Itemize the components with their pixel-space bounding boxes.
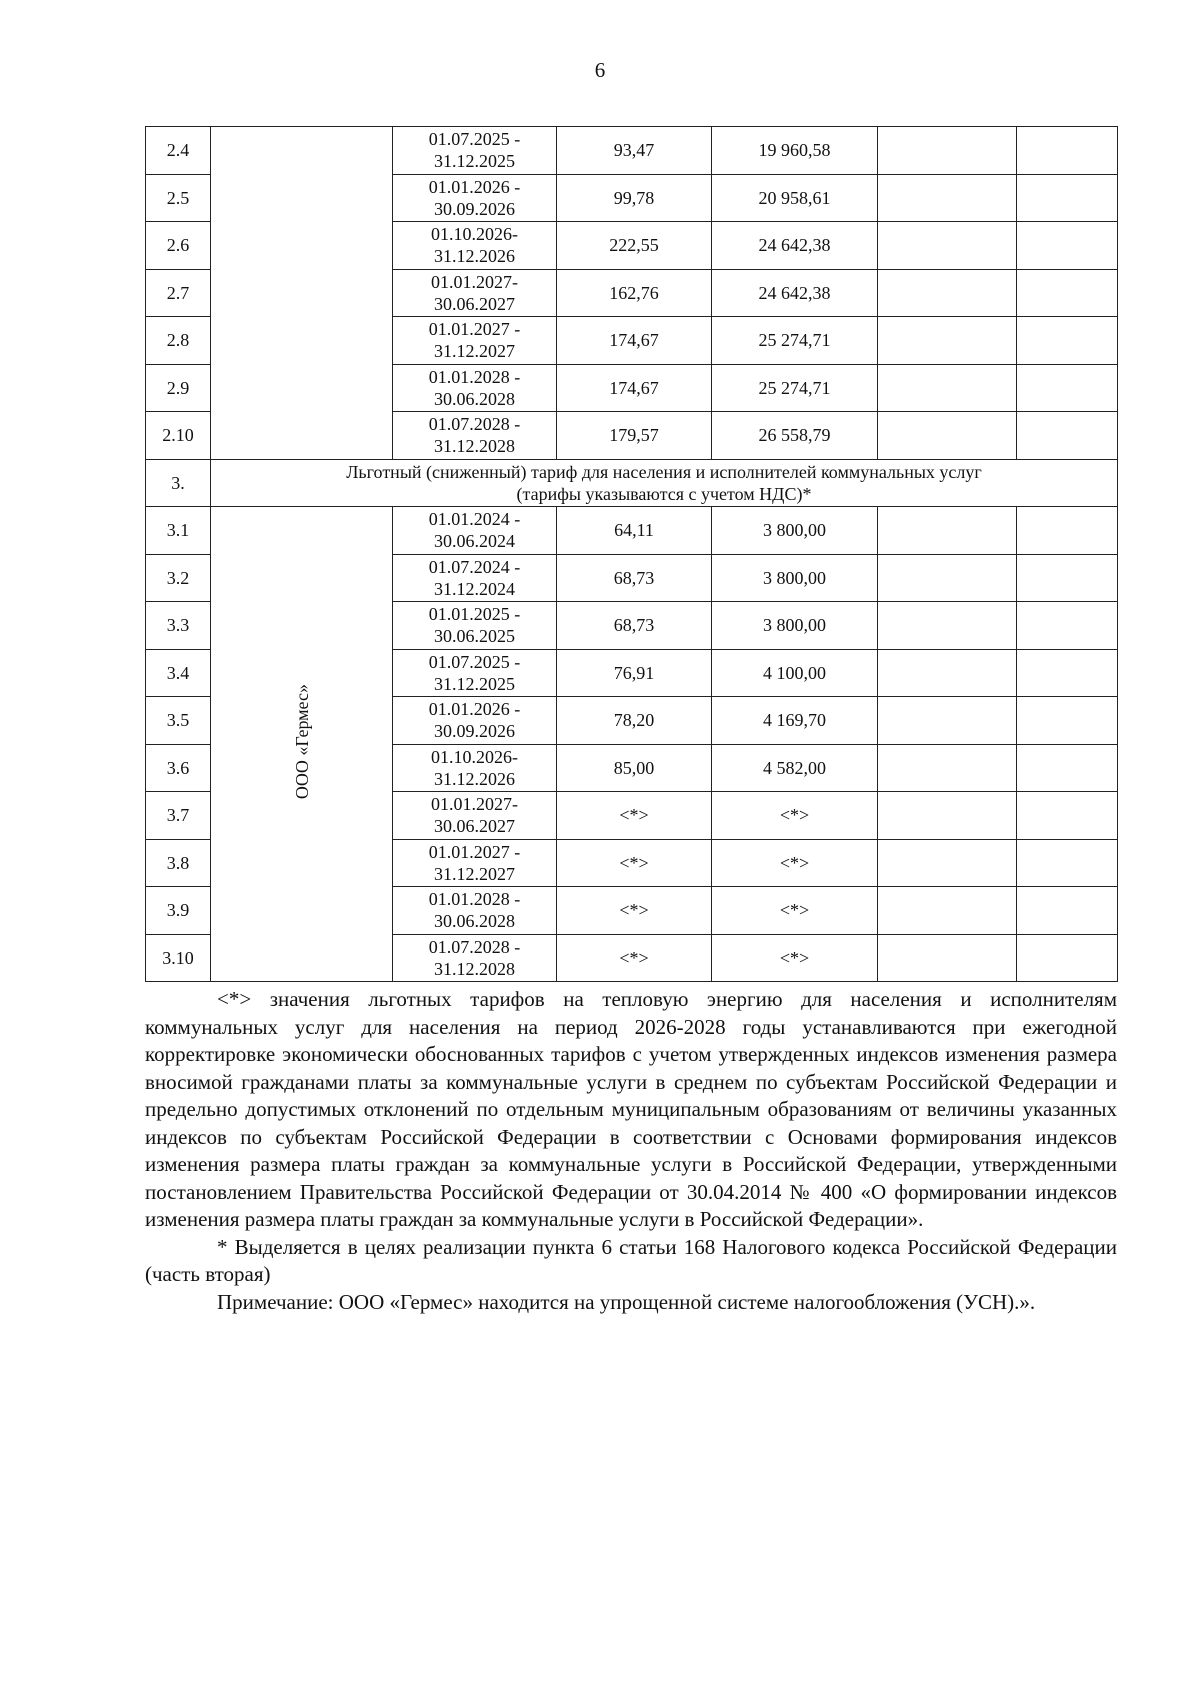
tariff-value-b: <*> <box>712 887 878 935</box>
table-section-header <box>146 459 1118 507</box>
tariff-value-b: <*> <box>712 839 878 887</box>
row-number: 2.8 <box>146 317 211 365</box>
row-number: 2.4 <box>146 127 211 175</box>
period-cell <box>393 887 557 935</box>
section-row <box>146 459 1118 507</box>
row-number: 3.1 <box>146 507 211 555</box>
tariff-value-d <box>1017 174 1118 222</box>
tariff-value-c <box>878 887 1017 935</box>
organization-cell <box>211 507 393 982</box>
tariff-value-c <box>878 174 1017 222</box>
tariff-value-b: 24 642,38 <box>712 269 878 317</box>
period-to: 30.09.2026 <box>434 721 515 742</box>
section-title-line2: (тарифы указываются с учетом НДС)* <box>516 483 812 504</box>
tariff-value-b: 3 800,00 <box>712 602 878 650</box>
period-from: 01.07.2025 - <box>428 651 521 672</box>
tariff-value-d <box>1017 507 1118 555</box>
period-cell <box>393 649 557 697</box>
row-number: 3.10 <box>146 934 211 982</box>
period-cell <box>393 697 557 745</box>
row-number: 3.4 <box>146 649 211 697</box>
tariff-value-a: 174,67 <box>557 317 712 365</box>
period-to: 31.12.2027 <box>434 863 515 884</box>
tariff-value-c <box>878 412 1017 460</box>
tariff-value-d <box>1017 744 1118 792</box>
tariff-value-a: 174,67 <box>557 364 712 412</box>
organization-name: ООО «Гермес» <box>291 683 312 800</box>
tariff-value-c <box>878 127 1017 175</box>
tariff-value-c <box>878 364 1017 412</box>
period-from: 01.10.2026- <box>431 224 518 245</box>
vat-note: * Выделяется в целях реализации пункта 6 статьи 168 Налогового кодекса Российской Федерации (часть вторая) <box>145 1234 1117 1286</box>
tariff-value-a: 162,76 <box>557 269 712 317</box>
tariff-value-b: 4 169,70 <box>712 697 878 745</box>
tariff-value-a: 179,57 <box>557 412 712 460</box>
period-from: 01.07.2028 - <box>428 936 521 957</box>
tariff-value-d <box>1017 839 1118 887</box>
remark: Примечание: ООО «Гермес» находится на упрощенной системе налогообложения (УСН).». <box>217 1289 1036 1314</box>
table-row <box>146 507 1118 555</box>
period-from: 01.10.2026- <box>431 746 518 767</box>
period-to: 31.12.2024 <box>434 578 515 599</box>
period-cell <box>393 174 557 222</box>
tariff-table <box>145 126 1118 982</box>
tariff-value-a: 85,00 <box>557 744 712 792</box>
period-to: 31.12.2026 <box>434 246 515 267</box>
asterisk-note: <*> значения льготных тарифов на тепловую энергию для населения и исполнителям коммунальных услуг для населения на период 2026-2028 годы устанавливаются при ежегодной корректировке экономически обоснованных тарифов с учетом утвержденных индексов изменения размера вносимой гражданами платы за коммунальные услуги в среднем по субъектам Российской Федерации и предельно допустимых отклонений по отдельным муниципальным образованиям от величины указанных индексов по субъектам Российской Федерации в соответствии с Основами формирования индексов изменения размера платы граждан за коммунальные услуги в Российской Федерации, утвержденными постановлением Правительства Российской Федерации от 30.04.2014 № 400 «О формировании индексов изменения размера платы граждан за коммунальные услуги в Российской Федерации». <box>145 987 1117 1231</box>
row-number: 3.8 <box>146 839 211 887</box>
row-number: 2.6 <box>146 222 211 270</box>
tariff-value-d <box>1017 649 1118 697</box>
row-number: 2.5 <box>146 174 211 222</box>
period-from: 01.01.2025 - <box>428 604 521 625</box>
period-cell <box>393 269 557 317</box>
period-from: 01.01.2027 - <box>428 319 521 340</box>
tariff-value-c <box>878 697 1017 745</box>
tariff-value-a: <*> <box>557 934 712 982</box>
period-to: 31.12.2025 <box>434 151 515 172</box>
table-row <box>146 127 1118 175</box>
period-from: 01.01.2027- <box>431 794 518 815</box>
tariff-value-c <box>878 222 1017 270</box>
tariff-value-d <box>1017 364 1118 412</box>
tariff-value-c <box>878 649 1017 697</box>
section-title-line1: Льготный (сниженный) тариф для населения и исполнителей коммунальных услуг <box>346 461 982 482</box>
period-cell <box>393 364 557 412</box>
row-number: 2.7 <box>146 269 211 317</box>
period-cell <box>393 127 557 175</box>
period-to: 30.06.2024 <box>434 531 515 552</box>
period-from: 01.01.2028 - <box>428 889 521 910</box>
tariff-value-b: 4 582,00 <box>712 744 878 792</box>
period-to: 31.12.2026 <box>434 768 515 789</box>
period-cell <box>393 602 557 650</box>
tariff-value-d <box>1017 887 1118 935</box>
row-number: 3.2 <box>146 554 211 602</box>
row-number: 3.6 <box>146 744 211 792</box>
tariff-value-a: <*> <box>557 887 712 935</box>
tariff-value-b: 4 100,00 <box>712 649 878 697</box>
section-title <box>211 459 1118 507</box>
period-cell <box>393 507 557 555</box>
tariff-value-c <box>878 934 1017 982</box>
tariff-value-c <box>878 269 1017 317</box>
period-to: 31.12.2028 <box>434 958 515 979</box>
period-to: 31.12.2025 <box>434 673 515 694</box>
period-from: 01.01.2024 - <box>428 509 521 530</box>
tariff-value-b: 20 958,61 <box>712 174 878 222</box>
period-cell <box>393 412 557 460</box>
period-to: 30.06.2027 <box>434 293 515 314</box>
tariff-value-c <box>878 744 1017 792</box>
tariff-value-d <box>1017 317 1118 365</box>
tariff-value-a: 222,55 <box>557 222 712 270</box>
period-from: 01.07.2028 - <box>428 414 521 435</box>
organization-cell <box>211 127 393 460</box>
row-number: 2.10 <box>146 412 211 460</box>
tariff-value-a: 64,11 <box>557 507 712 555</box>
row-number: 3.7 <box>146 792 211 840</box>
row-number: 3.9 <box>146 887 211 935</box>
tariff-value-c <box>878 507 1017 555</box>
period-to: 31.12.2027 <box>434 341 515 362</box>
period-cell <box>393 839 557 887</box>
tariff-value-b: <*> <box>712 792 878 840</box>
tariff-value-b: 25 274,71 <box>712 364 878 412</box>
tariff-value-d <box>1017 222 1118 270</box>
tariff-value-a: 76,91 <box>557 649 712 697</box>
tariff-value-d <box>1017 269 1118 317</box>
table-body-bottom <box>146 507 1118 982</box>
notes <box>145 986 1117 1316</box>
tariff-value-d <box>1017 934 1118 982</box>
period-cell <box>393 934 557 982</box>
tariff-value-c <box>878 792 1017 840</box>
tariff-value-d <box>1017 127 1118 175</box>
tariff-value-a: <*> <box>557 792 712 840</box>
period-to: 30.06.2028 <box>434 911 515 932</box>
period-to: 30.06.2028 <box>434 388 515 409</box>
period-cell <box>393 554 557 602</box>
period-to: 30.06.2025 <box>434 626 515 647</box>
tariff-value-a: 78,20 <box>557 697 712 745</box>
tariff-value-d <box>1017 792 1118 840</box>
period-to: 31.12.2028 <box>434 436 515 457</box>
row-number: 2.9 <box>146 364 211 412</box>
tariff-value-d <box>1017 697 1118 745</box>
tariff-value-a: 99,78 <box>557 174 712 222</box>
tariff-value-a: 68,73 <box>557 602 712 650</box>
page-number: 6 <box>594 58 606 82</box>
row-number: 3.5 <box>146 697 211 745</box>
period-from: 01.01.2026 - <box>428 699 521 720</box>
tariff-value-a: 68,73 <box>557 554 712 602</box>
tariff-value-a: <*> <box>557 839 712 887</box>
period-to: 30.09.2026 <box>434 198 515 219</box>
tariff-value-b: 26 558,79 <box>712 412 878 460</box>
period-from: 01.07.2024 - <box>428 556 521 577</box>
tariff-value-c <box>878 317 1017 365</box>
row-number: 3.3 <box>146 602 211 650</box>
tariff-value-b: 24 642,38 <box>712 222 878 270</box>
tariff-value-c <box>878 839 1017 887</box>
tariff-value-c <box>878 602 1017 650</box>
period-cell <box>393 744 557 792</box>
period-from: 01.01.2026 - <box>428 176 521 197</box>
period-cell <box>393 317 557 365</box>
period-from: 01.01.2027 - <box>428 841 521 862</box>
period-to: 30.06.2027 <box>434 816 515 837</box>
tariff-value-c <box>878 554 1017 602</box>
tariff-value-b: <*> <box>712 934 878 982</box>
tariff-value-d <box>1017 554 1118 602</box>
period-from: 01.01.2028 - <box>428 366 521 387</box>
tariff-value-d <box>1017 602 1118 650</box>
section-number: 3. <box>146 459 211 507</box>
tariff-value-b: 3 800,00 <box>712 554 878 602</box>
tariff-value-d <box>1017 412 1118 460</box>
tariff-value-b: 25 274,71 <box>712 317 878 365</box>
tariff-value-b: 19 960,58 <box>712 127 878 175</box>
period-from: 01.01.2027- <box>431 271 518 292</box>
period-cell <box>393 792 557 840</box>
table-body-top <box>146 127 1118 460</box>
tariff-value-a: 93,47 <box>557 127 712 175</box>
period-cell <box>393 222 557 270</box>
period-from: 01.07.2025 - <box>428 129 521 150</box>
tariff-value-b: 3 800,00 <box>712 507 878 555</box>
